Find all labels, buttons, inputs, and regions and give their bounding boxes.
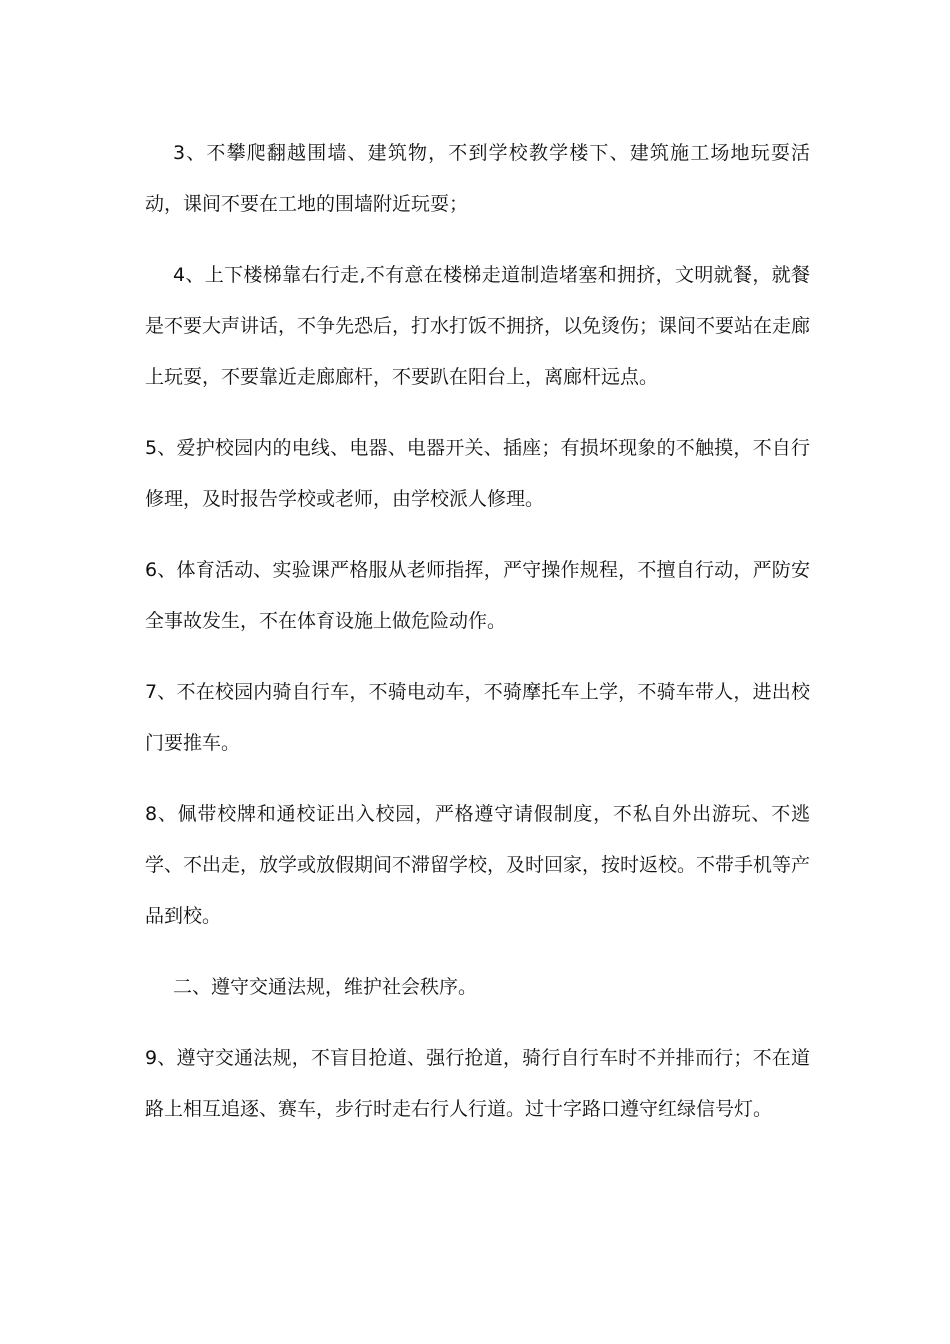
- paragraph-rule-4: 4、上下楼梯靠右行走,不有意在楼梯走道制造堵塞和拥挤，文明就餐，就餐是不要大声讲话，不争先恐后，打水打饭不拥挤，以免烫伤；课间不要站在走廊上玩耍，不要靠近走廊廊杆，不要趴在阳台上，离廊杆远点。: [145, 264, 811, 388]
- paragraph-rule-9: 9、遵守交通法规，不盲目抢道、强行抢道，骑行自行车时不并排而行；不在道路上相互追逐、赛车，步行时走右行人行道。过十字路口遵守红绿信号灯。: [145, 1047, 810, 1120]
- paragraph-rule-7: 7、不在校园内骑自行车，不骑电动车，不骑摩托车上学，不骑车带人，进出校门要推车。: [145, 681, 810, 754]
- paragraph-rule-3: 3、不攀爬翻越围墙、建筑物，不到学校教学楼下、建筑施工场地玩耍活动，课间不要在工地的围墙附近玩耍；: [145, 142, 810, 215]
- paragraph-rule-6: 6、体育活动、实验课严格服从老师指挥，严守操作规程，不擅自行动，严防安全事故发生，不在体育设施上做危险动作。: [145, 559, 810, 632]
- paragraph-rule-8: 8、佩带校牌和通校证出入校园，严格遵守请假制度，不私自外出游玩、不逃学、不出走，放学或放假期间不滞留学校，及时回家，按时返校。不带手机等产品到校。: [145, 803, 811, 927]
- section-heading-traffic: 二、遵守交通法规，维护社会秩序。: [173, 976, 478, 998]
- document-body: [145, 128, 810, 1155]
- paragraph-rule-5: 5、爱护校园内的电线、电器、电器开关、插座；有损坏现象的不触摸，不自行修理，及时报告学校或老师，由学校派人修理。: [145, 437, 810, 510]
